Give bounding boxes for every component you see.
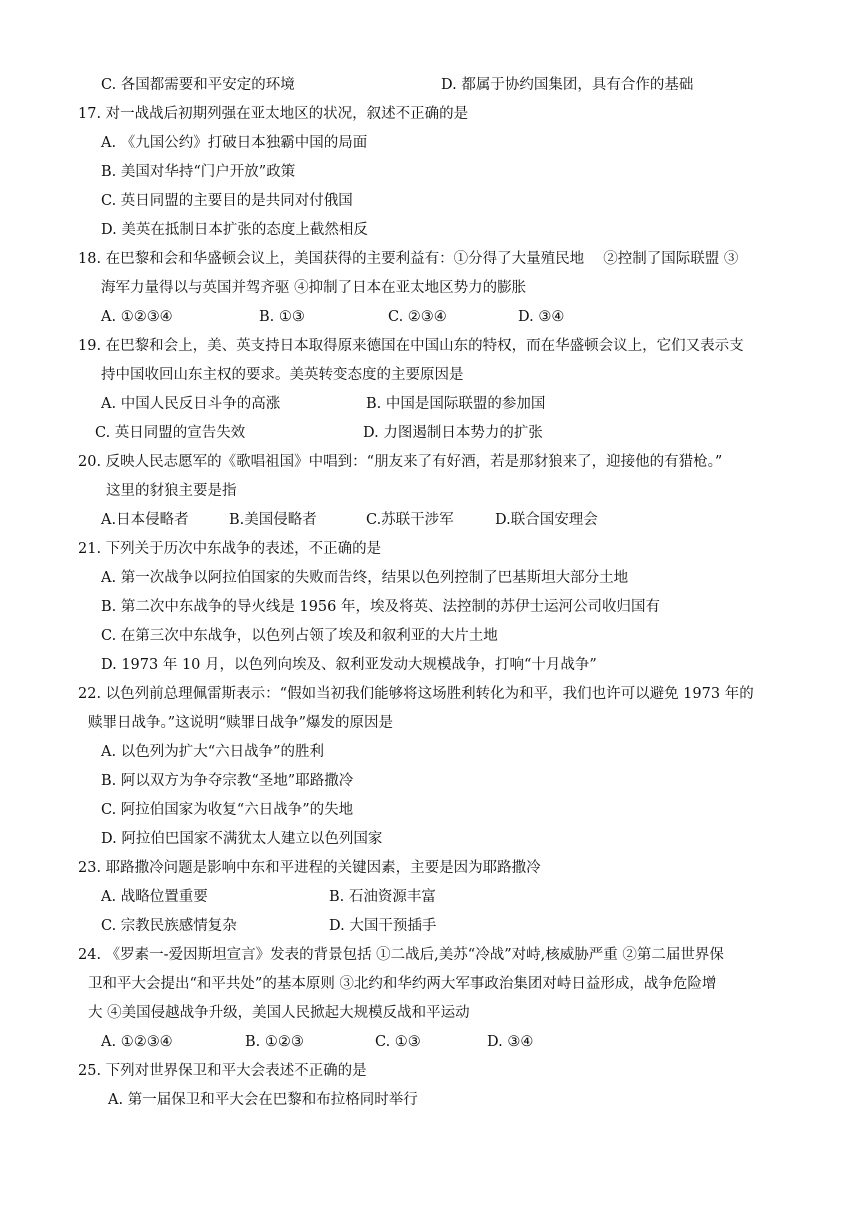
question-18-stem-cont: 海军力量得以与英国并驾齐驱 ④抑制了日本在亚太地区势力的膨胀 — [101, 280, 527, 296]
question-17-option-d: D. 美英在抵制日本扩张的态度上截然相反 — [101, 222, 368, 238]
question-23-option-d: D. 大国干预插手 — [329, 918, 437, 934]
question-24-option-d: D. ③④ — [487, 1034, 534, 1050]
question-20-option-b: B.美国侵略者 — [229, 512, 317, 528]
question-20-option-d: D.联合国安理会 — [495, 512, 598, 528]
question-17-stem: 17. 对一战战后初期列强在亚太地区的状况，叙述不正确的是 — [78, 106, 469, 122]
question-21-option-d: D. 1973 年 10 月，以色列向埃及、叙利亚发动大规模战争，打响“十月战争” — [101, 657, 597, 673]
question-19-option-d: D. 力图遏制日本势力的扩张 — [363, 425, 543, 441]
question-24-option-a: A. ①②③④ — [101, 1034, 173, 1050]
question-22-stem: 22. 以色列前总理佩雷斯表示：“假如当初我们能够将这场胜利转化为和平，我们也许可以避免 1973 年的 — [78, 686, 754, 702]
question-22-option-a: A. 以色列为扩大“六日战争”的胜利 — [101, 744, 325, 760]
question-19-option-c: C. 英日同盟的宣告失效 — [95, 425, 246, 441]
question-19-stem-cont: 持中国收回山东主权的要求。美英转变态度的主要原因是 — [101, 367, 464, 383]
question-19-stem: 19. 在巴黎和会上，美、英支持日本取得原来德国在中国山东的特权，而在华盛顿会议上，它们又表示支 — [78, 338, 744, 354]
question-23-option-a: A. 战略位置重要 — [101, 889, 208, 905]
question-18-option-b: B. ①③ — [259, 309, 305, 325]
question-23-stem: 23. 耶路撒冷问题是影响中东和平进程的关键因素，主要是因为耶路撒冷 — [78, 860, 541, 876]
question-21-option-a: A. 第一次战争以阿拉伯国家的失败而告终，结果以色列控制了巴基斯坦大部分土地 — [101, 570, 629, 586]
question-22-option-c: C. 阿拉伯国家为收复“六日战争”的失地 — [101, 802, 354, 818]
question-21-option-c: C. 在第三次中东战争，以色列占领了埃及和叙利亚的大片土地 — [101, 628, 498, 644]
question-23-option-c: C. 宗教民族感情复杂 — [101, 918, 237, 934]
question-19-option-b: B. 中国是国际联盟的参加国 — [366, 396, 546, 412]
question-17-option-b: B. 美国对华持“门户开放”政策 — [101, 164, 296, 180]
question-24-stem-cont: 卫和平大会提出“和平共处”的基本原则 ③北约和华约两大军事政治集团对峙日益形成，战争危险增 — [88, 976, 717, 992]
question-18-option-a: A. ①②③④ — [101, 309, 173, 325]
question-20-stem: 20. 反映人民志愿军的《歌唱祖国》中唱到：“朋友来了有好酒，若是那豺狼来了，迎接他的有猎枪。” — [78, 454, 723, 470]
option-d: D. 都属于协约国集团，具有合作的基础 — [441, 77, 694, 93]
question-20-option-c: C.苏联干涉军 — [366, 512, 454, 528]
question-17-option-a: A. 《九国公约》打破日本独霸中国的局面 — [101, 135, 368, 151]
question-24-option-c: C. ①③ — [375, 1034, 421, 1050]
question-25-option-a: A. 第一届保卫和平大会在巴黎和布拉格同时举行 — [108, 1092, 418, 1108]
question-19-option-a: A. 中国人民反日斗争的高涨 — [101, 396, 281, 412]
question-22-option-b: B. 阿以双方为争夺宗教“圣地”耶路撒冷 — [101, 773, 354, 789]
question-20-option-a: A.日本侵略者 — [101, 512, 189, 528]
option-c: C. 各国都需要和平安定的环境 — [101, 77, 295, 93]
question-18-stem: 18. 在巴黎和会和华盛顿会议上，美国获得的主要利益有：①分得了大量殖民地 ②控制了国际联盟 ③ — [78, 251, 739, 267]
question-24-option-b: B. ①②③ — [245, 1034, 304, 1050]
question-24-stem: 24. 《罗素一-爱因斯坦宣言》发表的背景包括 ①二战后,美苏“冷战”对峙,核威胁严重 ②第二届世界保 — [78, 947, 724, 963]
question-18-option-d: D. ③④ — [518, 309, 565, 325]
question-22-option-d: D. 阿拉伯巴国家不满犹太人建立以色列国家 — [101, 831, 383, 847]
question-17-option-c: C. 英日同盟的主要目的是共同对付俄国 — [101, 193, 353, 209]
question-20-stem-cont: 这里的豺狼主要是指 — [106, 483, 237, 499]
question-24-stem-cont-2: 大 ④美国侵越战争升级，美国人民掀起大规模反战和平运动 — [88, 1005, 470, 1021]
question-22-stem-cont: 赎罪日战争。”这说明“赎罪日战争”爆发的原因是 — [88, 715, 393, 731]
question-21-option-b: B. 第二次中东战争的导火线是 1956 年，埃及将英、法控制的苏伊士运河公司收归国有 — [101, 599, 660, 615]
question-23-option-b: B. 石油资源丰富 — [329, 889, 436, 905]
question-21-stem: 21. 下列关于历次中东战争的表述，不正确的是 — [78, 541, 382, 557]
question-25-stem: 25. 下列对世界保卫和平大会表述不正确的是 — [78, 1063, 367, 1079]
question-18-option-c: C. ②③④ — [388, 309, 447, 325]
